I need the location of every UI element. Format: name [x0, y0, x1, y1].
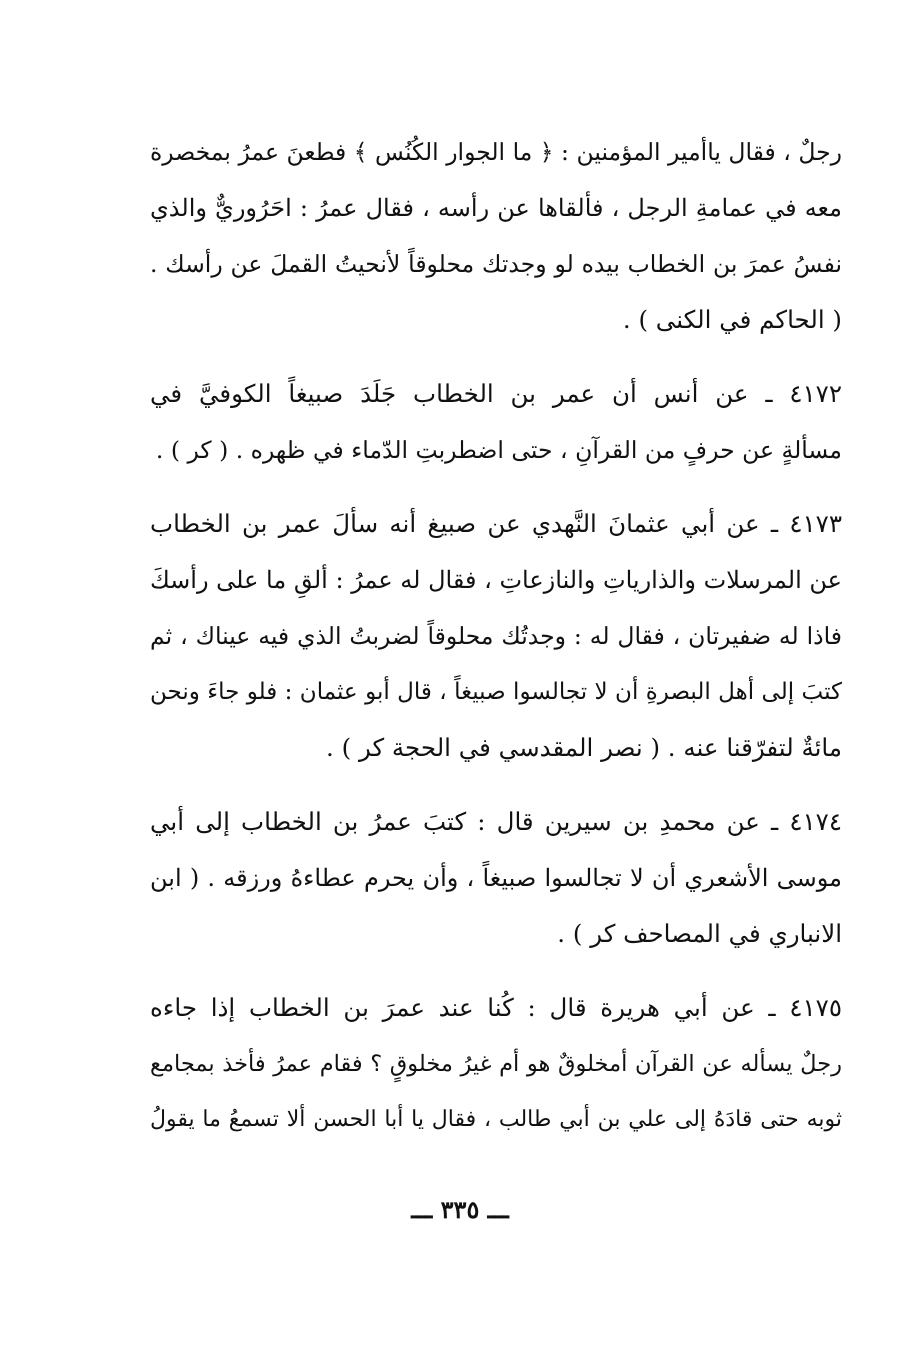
text-line: كتبَ إلى أهل البصرةِ أن لا تجالسوا صبيغاً ، قال أبو عثمان : فلو جاءَ ونحن [150, 679, 842, 705]
text-line: ٤١٧٢ ـ عن أنس أن عمر بن الخطاب جَلَدَ صبيغاً الكوفيَّ في [150, 379, 842, 408]
text-line: رجلٌ ، فقال ياأمير المؤمنين : ﴿ ما الجوار الكُنُس ﴾ فطعنَ عمرُ بمخصرة [150, 138, 842, 166]
text-line: موسى الأشعري أن لا تجالسوا صبيغاً ، وأن يحرم عطاءهُ ورزقه . ( ابن [150, 864, 843, 892]
text-line: ( الحاكم في الكنى ) . [622, 305, 842, 334]
paragraph-4174 [150, 794, 842, 962]
page-number: ـــ ٣٣٥ ـــ [411, 1195, 509, 1224]
text-line: رجلٌ يسأله عن القرآن أمخلوقٌ هو أم غيرُ مخلوقٍ ؟ فقام عمرُ فأخذ بمجامع [150, 1051, 842, 1077]
text-line: عن المرسلات والذارياتِ والنازعاتِ ، فقال له عمرُ : ألقِ ما على رأسكَ [149, 566, 842, 594]
text-line: مائةٌ لتفرّقنا عنه . ( نصر المقدسي في الحجة كر ) . [326, 733, 842, 762]
text-line: نفسُ عمرَ بن الخطاب بيده لو وجدتك محلوقاً لأنحيتُ القملَ عن رأسك . [150, 250, 842, 278]
text-line: ٤١٧٥ ـ عن أبي هريرة قال : كُنا عند عمرَ بن الخطاب إذا جاءه [150, 993, 842, 1022]
text-line: ثوبه حتى قادَهُ إلى علي بن أبي طالب ، فقال يا أبا الحسن ألا تسمعُ ما يقولُ [150, 1107, 842, 1132]
text-line: ٤١٧٣ ـ عن أبي عثمانَ النَّهدي عن صبيغ أنه سألَ عمر بن الخطاب [150, 509, 842, 538]
text-line: فاذا له ضفيرتان ، فقال له : وجدتُك محلوقاً لضربتُ الذي فيه عيناك ، ثم [150, 622, 842, 650]
text-line: الانباري في المصاحف كر ) . [557, 919, 842, 948]
paragraph-4173 [150, 496, 842, 776]
text-line: ٤١٧٤ ـ عن محمدِ بن سيرين قال : كتبَ عمرُ بن الخطاب إلى أبي [150, 807, 842, 836]
page-body [150, 124, 842, 1148]
text-line: مسألةٍ عن حرفٍ من القرآنِ ، حتى اضطربتِ الدّماء في ظهره . ( كر ) . [155, 436, 842, 464]
text-line: معه في عمامةِ الرجل ، فألقاها عن رأسه ، فقال عمرُ : احَرُوريٌّ والذي [150, 194, 842, 222]
paragraph-4175 [150, 980, 842, 1148]
paragraph-4172 [150, 366, 842, 478]
paragraph-umar-and-man [150, 124, 842, 348]
